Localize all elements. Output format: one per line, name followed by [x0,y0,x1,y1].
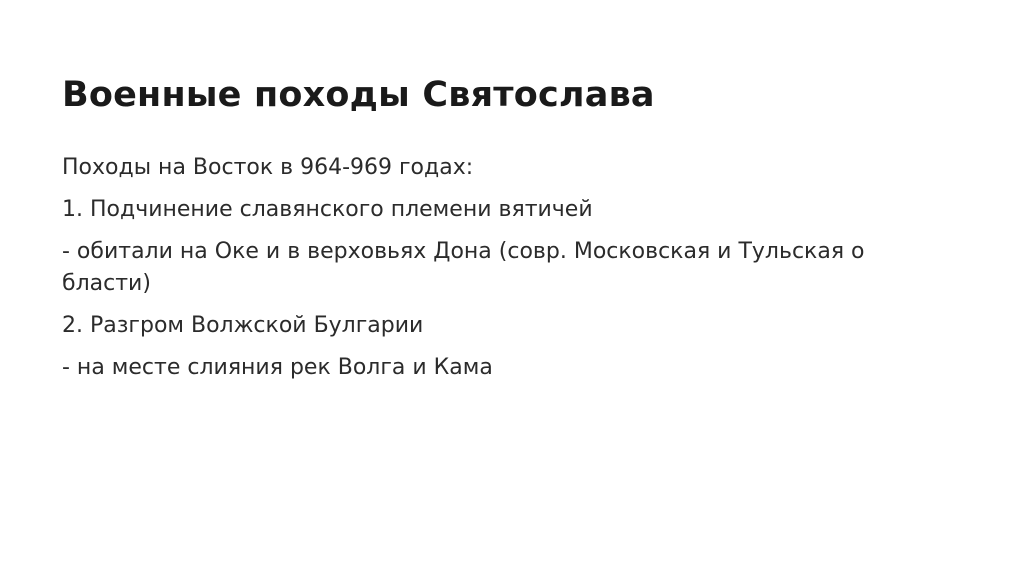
slide-body-text [62,152,952,383]
body-line: - на месте слияния рек Волга и Кама [62,355,493,381]
body-line: 1. Подчинение славянского племени вятичей [62,197,593,223]
body-line: - обитали на Оке и в верховьях Дона (совр. Московская и Тульская о бласти) [62,239,865,296]
body-line: Походы на Восток в 964-969 годах: [62,155,474,180]
body-line: 2. Разгром Волжской Булгарии [62,312,424,338]
page-title: Военные походы Святослава [62,75,655,116]
